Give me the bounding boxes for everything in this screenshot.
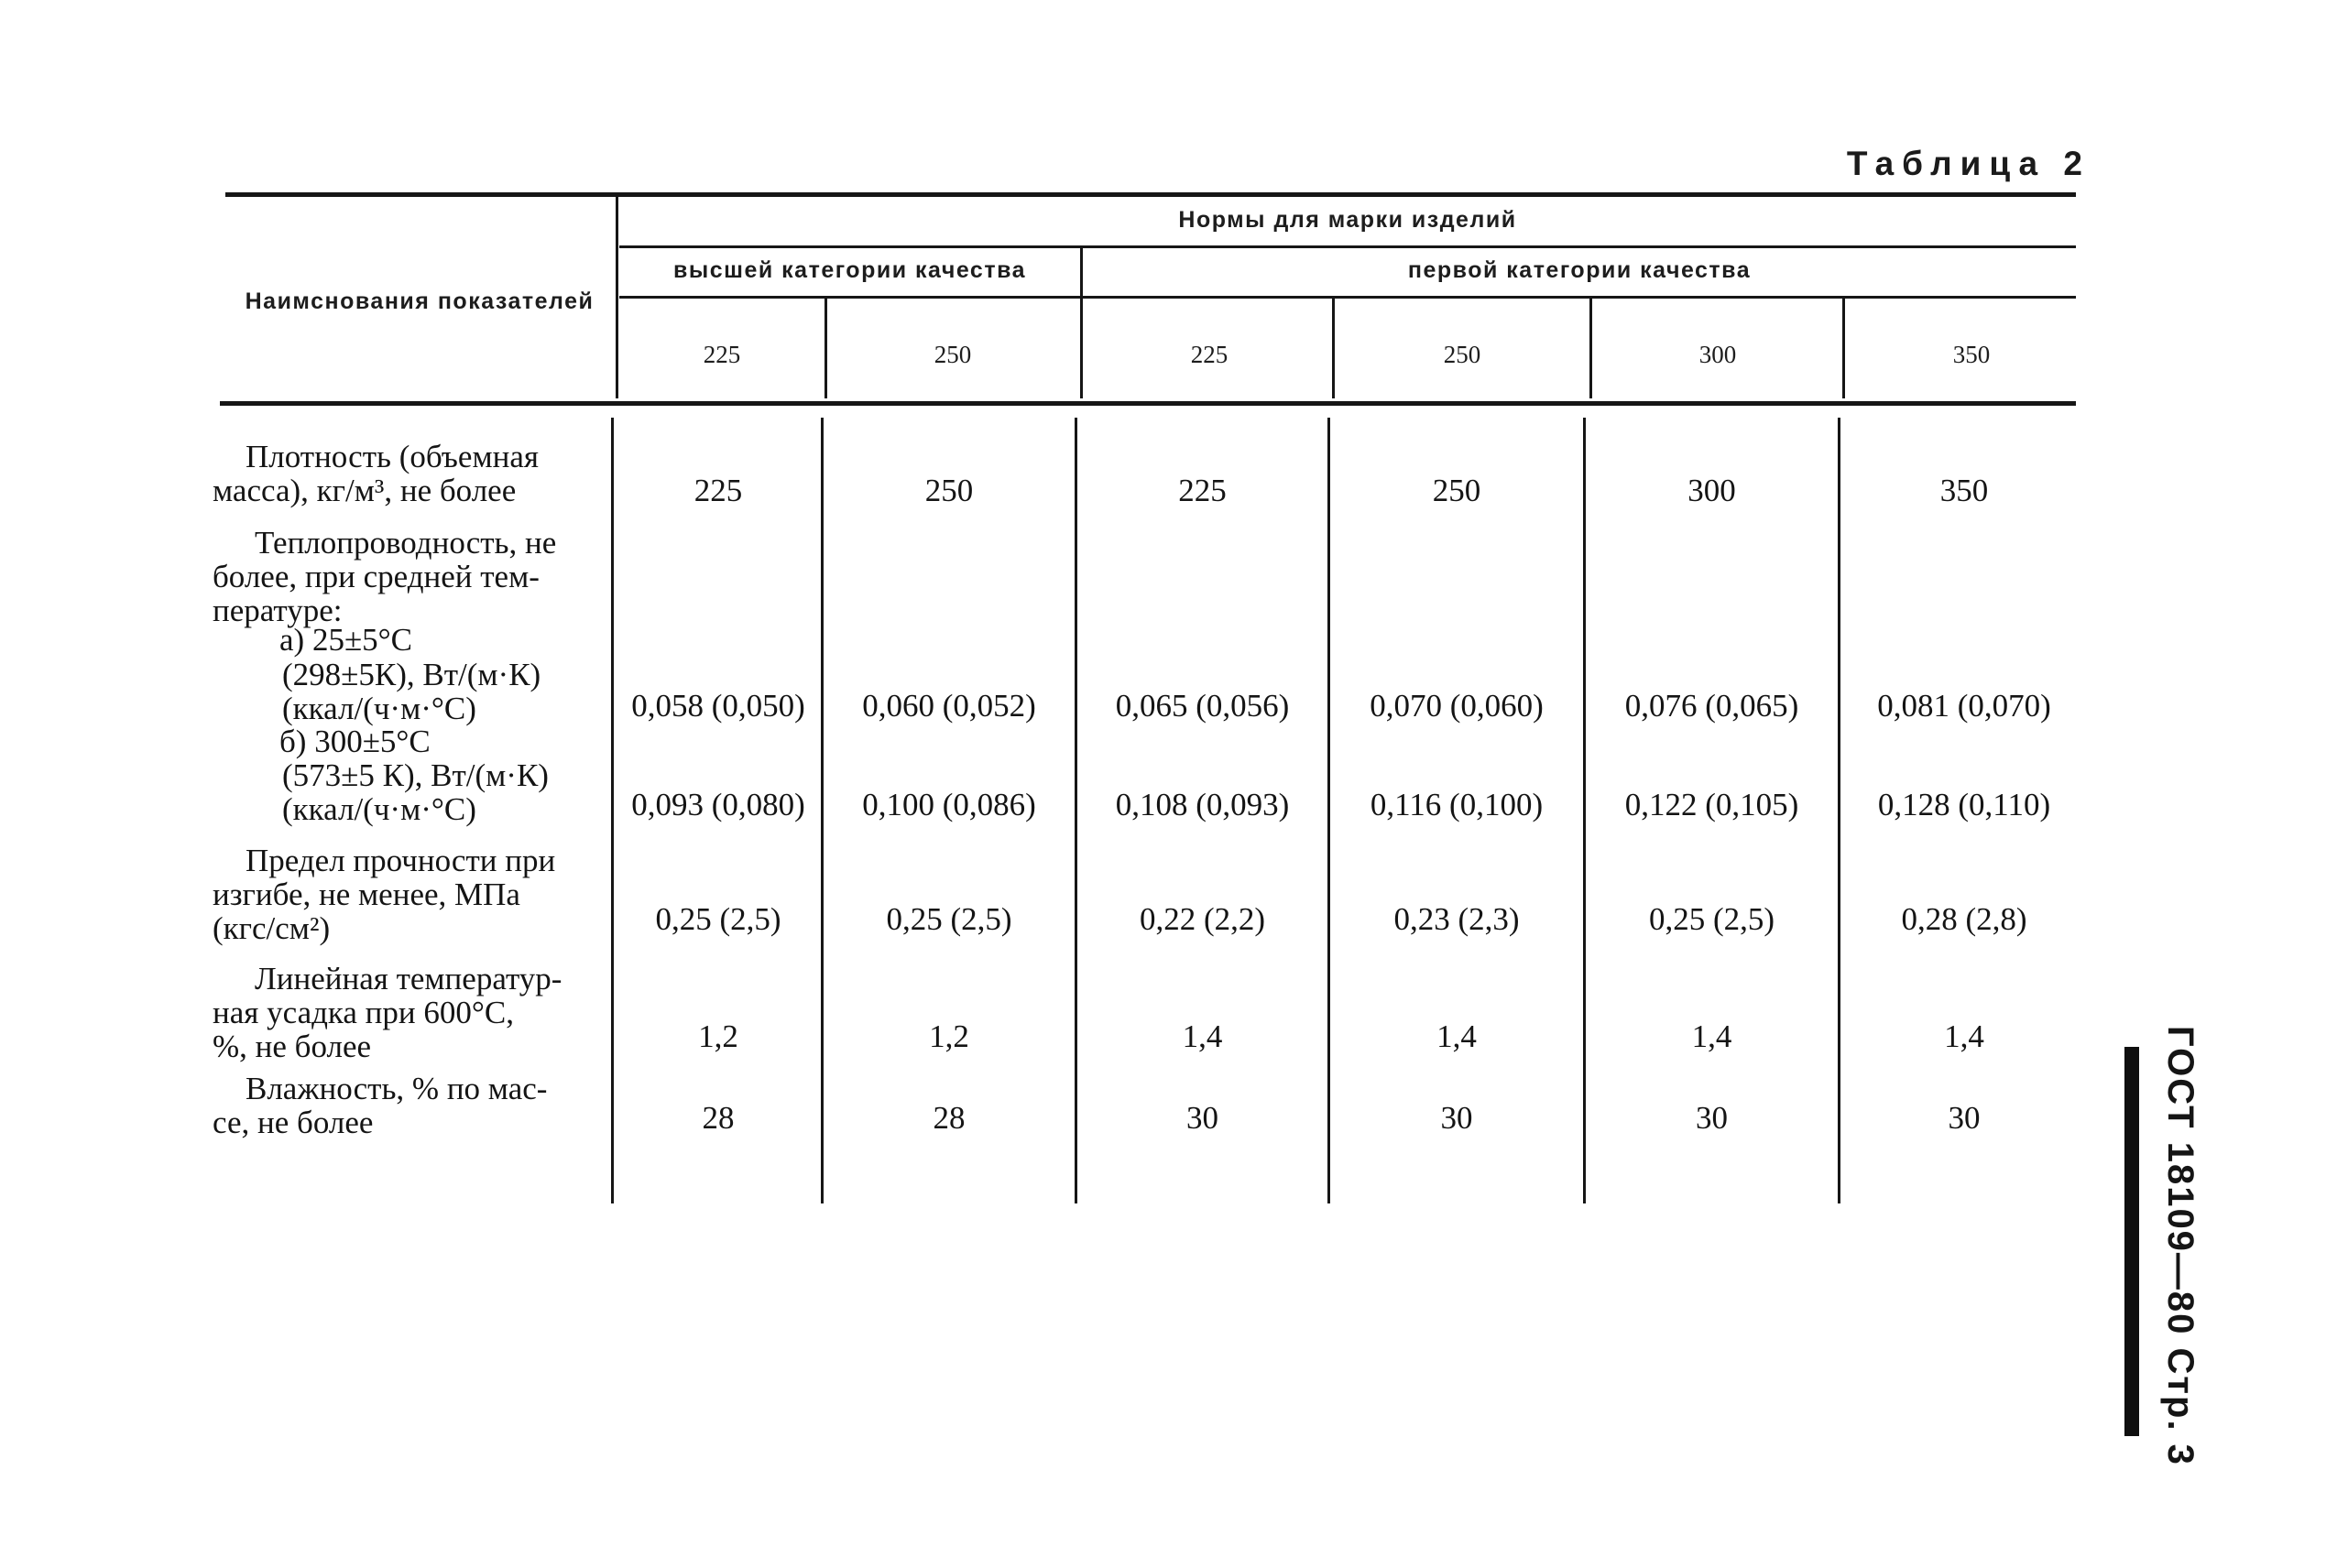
shrinkage-label-3: %, не более (213, 1029, 372, 1064)
conductivity-a-value: 0,060 (0,052) (862, 688, 1036, 724)
header-group-high: высшей категории качества (672, 257, 1027, 283)
humidity-value: 30 (1696, 1100, 1728, 1136)
density-value: 225 (1178, 473, 1227, 508)
shrinkage-value: 1,4 (1944, 1018, 1984, 1054)
humidity-value: 28 (702, 1100, 735, 1136)
conductivity-label-3: пературе: (213, 593, 343, 628)
mark-225-high: 225 (703, 341, 741, 368)
humidity-label-2: се, не более (213, 1105, 374, 1140)
conductivity-label-2: более, при средней тем- (213, 559, 540, 594)
norms-rule (619, 245, 2076, 248)
mark-250-first: 250 (1443, 341, 1481, 368)
strength-value: 0,25 (2,5) (655, 901, 781, 937)
strength-value: 0,25 (2,5) (1648, 901, 1775, 937)
humidity-value: 28 (933, 1100, 966, 1136)
conductivity-a-value: 0,065 (0,056) (1115, 688, 1290, 724)
shrinkage-value: 1,4 (1182, 1018, 1223, 1054)
humidity-value: 30 (1186, 1100, 1218, 1136)
conductivity-a-value: 0,081 (0,070) (1877, 688, 2051, 724)
conductivity-b-value: 0,116 (0,100) (1370, 787, 1544, 822)
strength-label-2: изгибе, не менее, МПа (213, 877, 520, 912)
strength-label-1: Предел прочности при (246, 843, 556, 878)
conductivity-a-3: (ккал/(ч·м·°С) (282, 691, 476, 726)
conductivity-a-value: 0,070 (0,060) (1370, 688, 1544, 724)
shrinkage-value: 1,4 (1436, 1018, 1477, 1054)
conductivity-a-value: 0,076 (0,065) (1624, 688, 1799, 724)
header-group-first: первой категории качества (1407, 257, 1752, 283)
strength-value: 0,23 (2,3) (1393, 901, 1520, 937)
density-value: 300 (1687, 473, 1736, 508)
body-divider-label (611, 418, 614, 1203)
density-value: 225 (693, 473, 743, 508)
shrinkage-label-2: ная усадка при 600°С, (213, 995, 514, 1030)
conductivity-b-3: (ккал/(ч·м·°С) (282, 791, 476, 827)
conductivity-a-1: а) 25±5°С (279, 622, 412, 658)
strength-value: 0,28 (2,8) (1901, 901, 2027, 937)
side-bar (2124, 1047, 2139, 1436)
conductivity-b-1: б) 300±5°С (279, 724, 431, 759)
density-label-2: масса), кг/м³, не более (213, 473, 517, 508)
conductivity-b-2: (573±5 К), Вт/(м·К) (282, 757, 549, 793)
density-value: 250 (1432, 473, 1481, 508)
shrinkage-value: 1,2 (698, 1018, 738, 1054)
mark-250-high: 250 (934, 341, 972, 368)
mark-225-first: 225 (1190, 341, 1229, 368)
humidity-value: 30 (1948, 1100, 1981, 1136)
header-indicators: Наимснования показателей (245, 289, 595, 314)
side-caption: ГОСТ 18109—80 Стр. 3 (2160, 1026, 2200, 1466)
humidity-label-1: Влажность, % по мас- (246, 1071, 548, 1106)
conductivity-b-value: 0,093 (0,080) (631, 787, 805, 822)
conductivity-b-value: 0,128 (0,110) (1877, 787, 2051, 822)
density-label-1: Плотность (объемная (246, 439, 539, 474)
conductivity-a-2: (298±5К), Вт/(м·К) (282, 657, 541, 692)
top-rule (225, 192, 2076, 197)
header-bottom-rule (220, 401, 2076, 406)
density-value: 350 (1939, 473, 1989, 508)
strength-label-3: (кгс/см²) (213, 910, 331, 946)
conductivity-b-value: 0,100 (0,086) (862, 787, 1036, 822)
conductivity-b-value: 0,122 (0,105) (1624, 787, 1799, 822)
shrinkage-value: 1,4 (1691, 1018, 1732, 1054)
humidity-value: 30 (1440, 1100, 1473, 1136)
group-rule (619, 296, 2076, 299)
conductivity-a-value: 0,058 (0,050) (631, 688, 805, 724)
table-title: Таблица 2 (1846, 145, 2091, 182)
shrinkage-label-1: Линейная температур- (255, 961, 562, 996)
strength-value: 0,22 (2,2) (1139, 901, 1266, 937)
strength-value: 0,25 (2,5) (886, 901, 1012, 937)
mark-300-first: 300 (1698, 341, 1737, 368)
conductivity-label-1: Теплопроводность, не (255, 525, 557, 561)
shrinkage-value: 1,2 (929, 1018, 969, 1054)
mark-350-first: 350 (1952, 341, 1991, 368)
density-value: 250 (924, 473, 974, 508)
conductivity-b-value: 0,108 (0,093) (1115, 787, 1290, 822)
header-norms: Нормы для марки изделий (1178, 207, 1517, 233)
